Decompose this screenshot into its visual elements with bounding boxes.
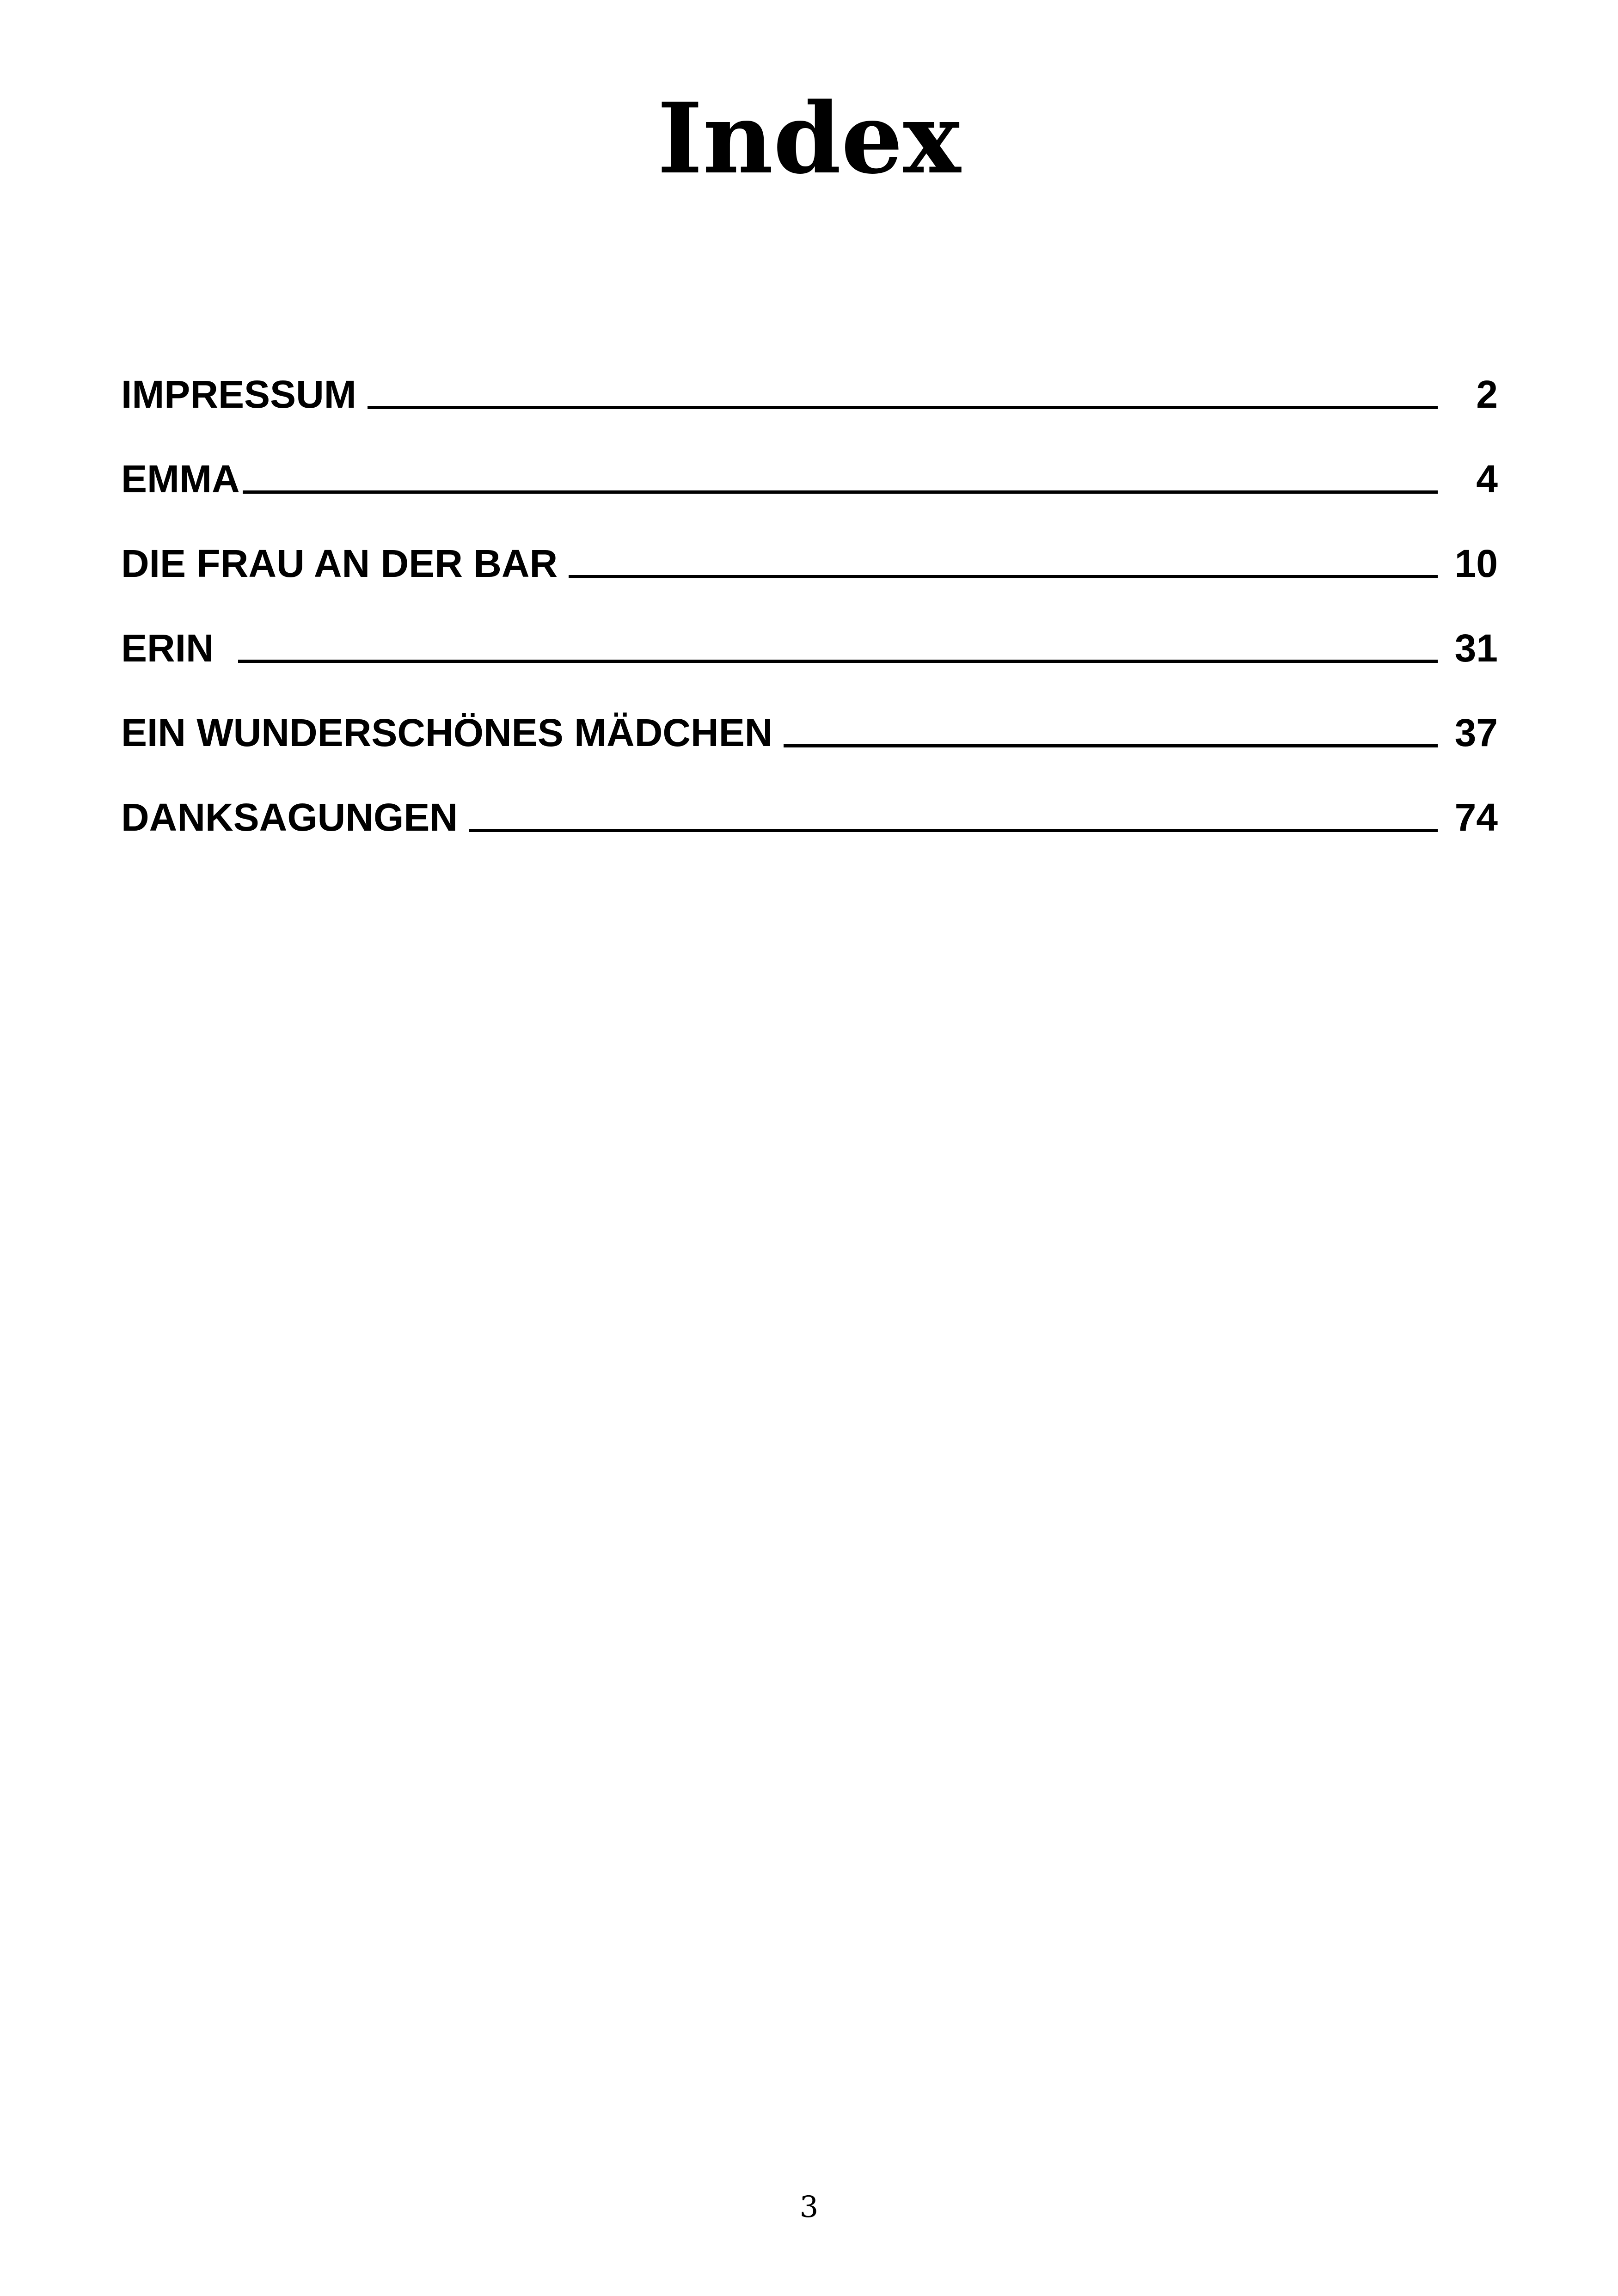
toc-entry-page: 10: [1454, 542, 1498, 585]
toc-entry-impressum[interactable]: [121, 333, 1498, 417]
toc-leader-line: [368, 406, 1438, 409]
toc-leader-line: [784, 744, 1438, 747]
toc-entry-page: 37: [1454, 711, 1498, 754]
toc-leader-line: [569, 575, 1438, 578]
toc-entry-label: IMPRESSUM: [121, 373, 356, 416]
toc-entry-danksagungen[interactable]: [121, 756, 1498, 840]
page-number: 3: [799, 2190, 819, 2224]
toc-entry-page: 2: [1476, 373, 1498, 416]
toc-entry-emma[interactable]: [121, 417, 1498, 502]
toc-entry-erin[interactable]: [121, 587, 1498, 671]
toc-leader-line: [238, 660, 1438, 663]
toc-entry-page: 31: [1454, 626, 1498, 670]
table-of-contents: [121, 333, 1498, 840]
toc-entry-label: EMMA: [121, 457, 240, 501]
toc-entry-die-frau-an-der-bar[interactable]: [121, 502, 1498, 587]
toc-entry-ein-wunderschoenes-maedchen[interactable]: [121, 671, 1498, 756]
toc-entry-label: ERIN: [121, 626, 214, 670]
toc-leader-line: [243, 490, 1438, 494]
toc-entry-label: DIE FRAU AN DER BAR: [121, 542, 558, 585]
page-title: Index: [657, 81, 961, 196]
toc-entry-label: DANKSAGUNGEN: [121, 796, 458, 839]
toc-entry-page: 74: [1454, 796, 1498, 839]
toc-entry-page: 4: [1476, 457, 1498, 501]
toc-entry-label: EIN WUNDERSCHÖNES MÄDCHEN: [121, 711, 773, 754]
toc-leader-line: [469, 829, 1438, 832]
